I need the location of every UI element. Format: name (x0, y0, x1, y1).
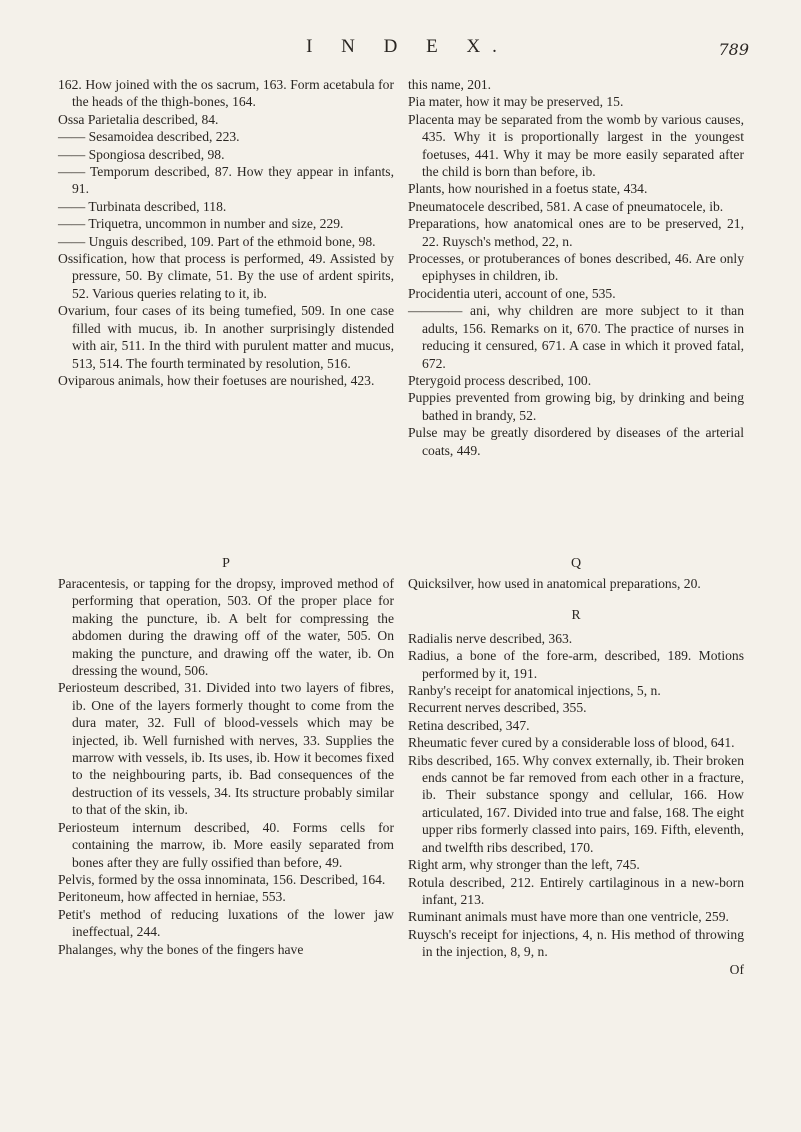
section-letter-q: Q (570, 556, 582, 571)
index-entry: Pneumatocele described, 581. A case of pneumatocele, ib. (408, 198, 724, 214)
index-entry: Plants, how nourished in a foetus state, 434. (408, 181, 648, 197)
index-entry: this name, 201. (408, 77, 492, 92)
page-number: 789 (718, 40, 749, 59)
index-entry: Pterygoid process described, 100. (408, 372, 592, 388)
index-entry: Periosteum internum described, 40. Forms cells for containing the marrow, ib. More easily separated from bones after they are fully ossified than before, 49. (58, 819, 394, 870)
index-entry: Puppies prevented from growing big, by drinking and being bathed in brandy, 52. (408, 390, 744, 423)
index-entry: Periosteum described, 31. Divided into two layers of fibres, ib. One of the layers formerly thought to come from the dura mater, 32. Full of blood-vessels which may be injected, ib. Well furnished with nerves, 33. Supplies the marrow with vessels, ib. Its uses, ib. How it becomes fixed to the neighbouring parts, ib. Bad consequences of the destruction of its vessels, 34. Its structure probably similar to that of the skin, ib. (58, 680, 394, 818)
index-entry: Retina described, 347. (408, 717, 530, 733)
index-entry: Radialis nerve described, 363. (408, 630, 573, 646)
section-letter-r: R (571, 607, 581, 623)
index-entry: 162. How joined with the os sacrum, 163. Form acetabula for the heads of the thigh-bones, 164. (58, 77, 394, 110)
index-entry: —— Triquetra, uncommon in number and size, 229. (58, 216, 344, 232)
right-column-top (408, 76, 744, 459)
index-entry: Radius, a bone of the fore-arm, described, 189. Motions performed by it, 191. (408, 648, 744, 681)
running-title: I N D E X. (306, 36, 509, 57)
index-entry: Ossification, how that process is performed, 49. Assisted by pressure, 50. By climate, 51. By the use of ardent spirits, 52. Various queries relating to it, ib. (58, 251, 394, 301)
index-entry: Rheumatic fever cured by a considerable loss of blood, 641. (408, 735, 735, 751)
index-entry: Placenta may be separated from the womb by various causes, 435. Why it is proportionally largest in the youngest foetuses, 441. Why it may be more easily separated after the child is born than before, ib. (408, 111, 744, 180)
index-entry: Preparations, how anatomical ones are to be preserved, 21, 22. Ruysch's method, 22, n. (408, 216, 744, 249)
index-entry: —— Spongiosa described, 98. (58, 146, 225, 162)
index-entry: Ranby's receipt for anatomical injections, 5, n. (408, 683, 661, 699)
index-entry: Pelvis, formed by the ossa innominata, 156. Described, 164. (58, 871, 386, 887)
index-entry: Rotula described, 212. Entirely cartilaginous in a new-born infant, 213. (408, 874, 744, 907)
index-entry: Processes, or protuberances of bones described, 46. Are only epiphyses in children, ib. (408, 251, 744, 284)
index-entry: Right arm, why stronger than the left, 745. (408, 857, 640, 873)
index-entry: Pia mater, how it may be preserved, 15. (408, 94, 624, 110)
index-entry: —— Turbinata described, 118. (58, 198, 227, 214)
index-entry: Ossa Parietalia described, 84. (58, 111, 219, 127)
index-entry: Phalanges, why the bones of the fingers have (58, 941, 304, 957)
index-entry: Peritoneum, how affected in herniae, 553. (58, 889, 286, 905)
index-entry: Ruysch's receipt for injections, 4, n. His method of throwing in the injection, 8, 9, n. (408, 926, 744, 960)
left-column-top (58, 76, 394, 389)
index-entry: ———— ani, why children are more subject to it than adults, 156. Remarks on it, 670. The practice of nurses in reducing it censured, 671. A case in which it proved fatal, 672. (408, 303, 744, 371)
index-entry: Oviparous animals, how their foetuses are nourished, 423. (58, 372, 375, 388)
index-entry: —— Unguis described, 109. Part of the ethmoid bone, 98. (58, 233, 376, 249)
index-entry: Quicksilver, how used in anatomical preparations, 20. (408, 576, 701, 591)
index-entry: Petit's method of reducing luxations of the lower jaw ineffectual, 244. (58, 906, 394, 940)
index-entry: Paracentesis, or tapping for the dropsy, improved method of performing that operation, 503. Of the proper place for making the puncture, ib. A belt for compressing the abdomen during the drawing off of the water, 505. On making the puncture, and drawing off the water, ib. On dressing the wound, 506. (58, 576, 394, 679)
left-column-bottom (58, 575, 394, 958)
section-letter-p: P (222, 556, 230, 571)
index-entry: Recurrent nerves described, 355. (408, 700, 587, 716)
index-entry: Pulse may be greatly disordered by diseases of the arterial coats, 449. (408, 425, 744, 458)
right-column-bottom (408, 575, 744, 978)
index-entry: Ribs described, 165. Why convex externally, ib. Their broken ends cannot be far removed from each other in a fracture, ib. Their substance spongy and cellular, 166. How articulated, 167. Divided into true and false, 168. The eight upper ribs formerly classed into pairs, 169. Fifth, eleventh, and twelfth ribs described, 170. (408, 752, 744, 855)
index-entry: —— Temporum described, 87. How they appear in infants, 91. (58, 164, 394, 197)
catchword: Of (729, 961, 744, 977)
page-header (58, 36, 757, 66)
index-entry: Procidentia uteri, account of one, 535. (408, 285, 616, 301)
index-entry: —— Sesamoidea described, 223. (58, 129, 240, 145)
index-entry: Ruminant animals must have more than one ventricle, 259. (408, 909, 729, 925)
index-entry: Ovarium, four cases of its being tumefied, 509. In one case filled with mucus, ib. In another surprisingly distended with air, 511. In the third with purulent matter and mucus, 513, 514. The fourth terminated by resolution, 516. (58, 303, 394, 371)
